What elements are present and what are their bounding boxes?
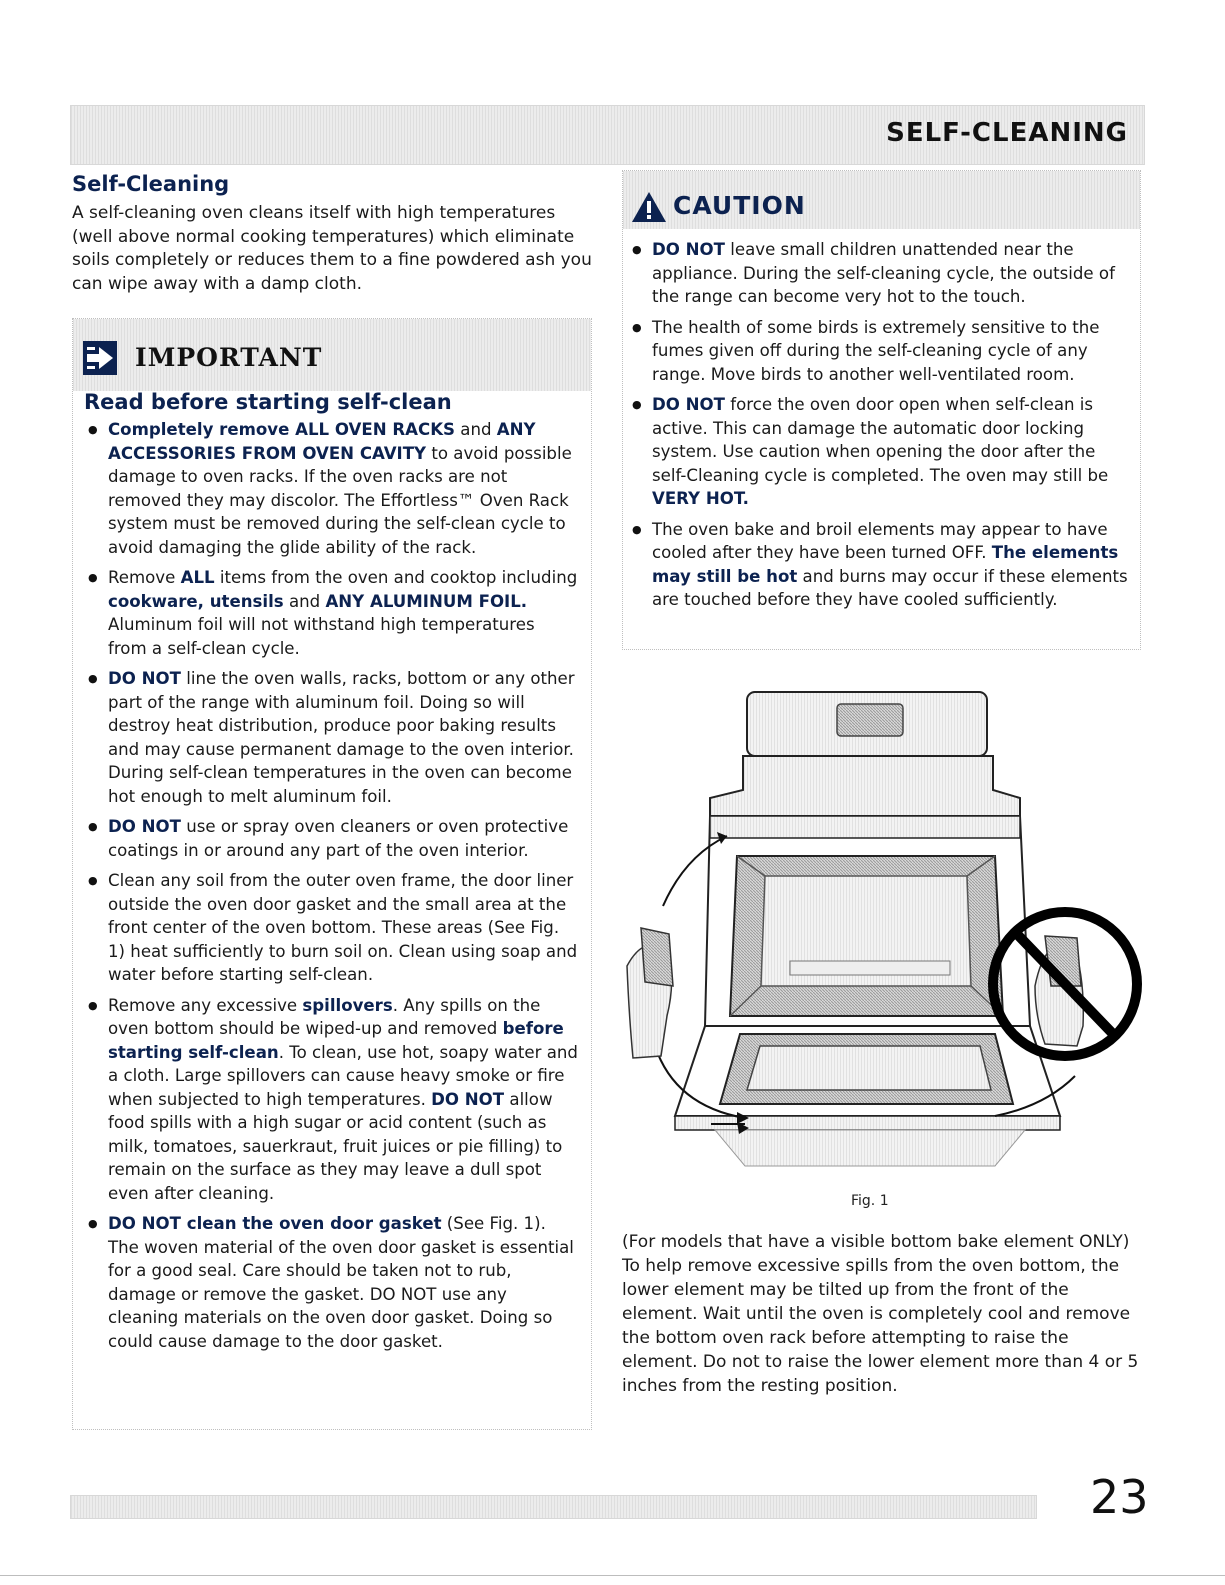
body-text: line the oven walls, racks, bottom or any other part of the range with aluminum foil. Doing so will destroy heat distribution, produce poor baking results and may cause permanent damage to the oven interior. During self-clean temperatures in the oven can become hot enough to melt aluminum foil. <box>108 669 575 806</box>
body-text: Remove <box>108 568 181 587</box>
figure-caption: Fig. 1 <box>851 1193 889 1209</box>
emphasis-text: before starting self-clean <box>108 1019 564 1062</box>
emphasis-text: The elements may still be hot <box>652 543 1119 586</box>
footer-band <box>70 1495 1037 1519</box>
emphasis-text: spillovers <box>302 995 393 1015</box>
important-list <box>88 418 578 1360</box>
body-text: items from the oven and cooktop including <box>214 568 578 587</box>
body-text: force the oven door open when self-clean is active. This can damage the automatic door locking system. Use caution when opening the door after the self-Cleaning cycle is completed. The oven may still be <box>652 395 1109 485</box>
important-banner <box>73 319 591 391</box>
list-item <box>88 815 578 862</box>
body-text: allow food spills with a high sugar or acid content (such as milk, tomatoes, sauerkraut, fruit juices or pie filling) to remain on the surface as they may leave a dull spot even after cleaning. <box>108 1089 563 1203</box>
section-header-title: SELF-CLEANING <box>886 118 1128 148</box>
oven-illustration <box>615 686 1145 1176</box>
arrow-right-icon <box>83 341 117 375</box>
page-title: Self-Cleaning <box>72 172 230 196</box>
body-text: . Any spills on the oven bottom should be wiped-up and removed <box>108 995 541 1038</box>
header-band <box>70 105 1145 165</box>
emphasis-text: cookware, utensils <box>108 591 284 611</box>
body-text: to avoid possible damage to oven racks. If the oven racks are not removed they may discolor. The Effortless™ Oven Rack system must be removed during the self-clean cycle to avoid damaging the glide ability of the rack. <box>108 443 572 557</box>
body-text: Clean any soil from the outer oven frame, the door liner outside the oven door gasket and the small area at the front center of the oven bottom. These areas (See Fig. 1) heat sufficiently to burn soil on. Clean using soap and water before starting self-clean. <box>108 871 578 984</box>
oven-frame-top <box>710 816 1020 838</box>
element-tilt-paragraph: (For models that have a visible bottom bake element ONLY) To help remove excessive spills from the oven bottom, the lower element may be tilted up from the front of the element. Wait until the oven is completely cool and remove the bottom oven rack before attempting to raise the element. Do not to raise the lower element more than 4 or 5 inches from the resting position. <box>622 1232 1139 1396</box>
list-item <box>88 566 578 660</box>
control-display <box>837 704 903 736</box>
body-text: Aluminum foil will not withstand high temperatures from a self-clean cycle. <box>108 615 535 658</box>
body-text: Remove any excessive <box>108 995 303 1015</box>
body-text: The health of some birds is extremely sensitive to the fumes given off during the self-cleaning cycle of any range. Move birds to another well-ventilated room. <box>652 317 1100 384</box>
body-text: leave small children unattended near the appliance. During the self-cleaning cycle, the outside of the range can become very hot to the touch. <box>652 240 1115 306</box>
emphasis-text: VERY HOT. <box>652 489 749 508</box>
list-item <box>88 418 578 559</box>
emphasis-text: Completely remove ALL OVEN RACKS <box>108 420 456 439</box>
warning-triangle-icon <box>631 191 667 223</box>
list-item <box>88 667 578 808</box>
body-text: and burns may occur if these elements are touched before they have cooled sufficiently. <box>652 566 1128 609</box>
emphasis-text: DO NOT <box>108 669 181 688</box>
list-item <box>632 393 1132 511</box>
emphasis-text: DO NOT <box>652 240 725 259</box>
page-bottom-rule <box>0 1575 1225 1576</box>
emphasis-text: DO NOT <box>431 1089 505 1109</box>
body-text: . To clean, use hot, soapy water and a cloth. Large spillovers can cause heavy smoke or fire when subjected to high temperatures. <box>108 1042 578 1109</box>
caution-list <box>632 238 1132 619</box>
cooktop <box>710 756 1020 816</box>
body-text: The oven bake and broil elements may appear to have cooled after they have been turned OFF. <box>652 519 1108 562</box>
sponge-left <box>641 928 673 986</box>
caution-banner <box>623 171 1140 229</box>
broil-element <box>790 961 950 975</box>
list-item <box>88 1212 578 1353</box>
emphasis-text: ANY ACCESSORIES FROM OVEN CAVITY <box>108 420 536 463</box>
emphasis-text: DO NOT clean the oven door gasket <box>108 1214 442 1233</box>
body-text: and <box>283 591 326 611</box>
body-text: and <box>455 420 497 439</box>
list-item <box>88 994 578 1206</box>
drawer <box>715 1130 1025 1166</box>
emphasis-text: ANY ALUMINUM FOIL. <box>325 591 528 611</box>
emphasis-text: DO NOT <box>652 395 725 414</box>
body-text: use or spray oven cleaners or oven protective coatings in or around any part of the oven interior. <box>108 817 569 860</box>
page-number: 23 <box>1090 1470 1149 1524</box>
intro-paragraph: A self-cleaning oven cleans itself with high temperatures (well above normal cooking temperatures) which eliminate soils completely or reduces them to a fine powdered ash you can wipe away with a damp cloth. <box>72 203 592 294</box>
list-item <box>632 316 1132 387</box>
list-item <box>632 238 1132 309</box>
list-item <box>632 518 1132 612</box>
important-label: IMPORTANT <box>135 343 323 372</box>
caution-label: CAUTION <box>673 191 806 220</box>
emphasis-text: DO NOT <box>108 817 181 836</box>
body-text: (See Fig. 1). The woven material of the oven door gasket is essential for a good seal. Care should be taken not to rub, damage or remove the gasket. DO NOT use any cleaning materials on the oven door gasket. Doing so could cause damage to the door gasket. <box>108 1214 574 1351</box>
door-window <box>747 1046 991 1090</box>
important-heading: Read before starting self-clean <box>84 390 452 414</box>
list-item <box>88 869 578 987</box>
emphasis-text: ALL <box>180 568 215 587</box>
